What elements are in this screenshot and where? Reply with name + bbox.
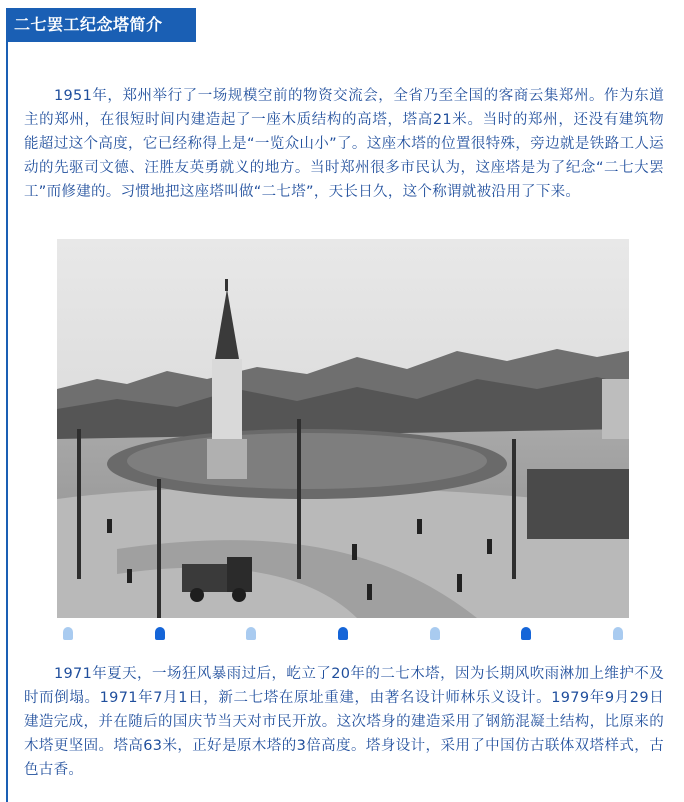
left-accent-rule [6,42,8,802]
intro-paragraph: 1951年，郑州举行了一场规模空前的物资交流会，全省乃至全国的客商云集郑州。作为东道主的郑州，在很短时间内建造起了一座木质结构的高塔，塔高21米。当时的郑州，还没有建筑物能超过这个高度，它已经称得上是“一览众山小”了。这座木塔的位置很特殊，旁边就是铁路工人运动的先驱司文德、汪胜友英勇就义的地方。当时郑州很多市民认为，这座塔是为了纪念“二七大罢工”而修建的。习惯地把这座塔叫做“二七塔”，天长日久，这个称谓就被沿用了下来。 [24,88,664,200]
carousel-dot[interactable] [338,627,348,640]
carousel-dot[interactable] [155,627,165,640]
carousel-dot[interactable] [521,627,531,640]
historic-tower-photo [57,239,629,618]
history-paragraph: 1971年夏天，一场狂风暴雨过后，屹立了20年的二七木塔，因为长期风吹雨淋加上维护不及时而倒塌。1971年7月1日，新二七塔在原址重建，由著名设计师林乐义设计。1979年9月29日建造完成，并在随后的国庆节当天对市民开放。这次塔身的建造采用了钢筋混凝土结构，比原来的木塔更坚固。塔高63米，正好是原木塔的3倍高度。塔身设计，采用了中国仿古联体双塔样式，古色古香。 [24,666,664,778]
carousel-dot[interactable] [246,627,256,640]
photo-carousel-indicators [57,627,629,641]
carousel-dot[interactable] [430,627,440,640]
carousel-dot[interactable] [613,627,623,640]
section-title: 二七罢工纪念塔简介 [6,8,196,42]
carousel-dot[interactable] [63,627,73,640]
